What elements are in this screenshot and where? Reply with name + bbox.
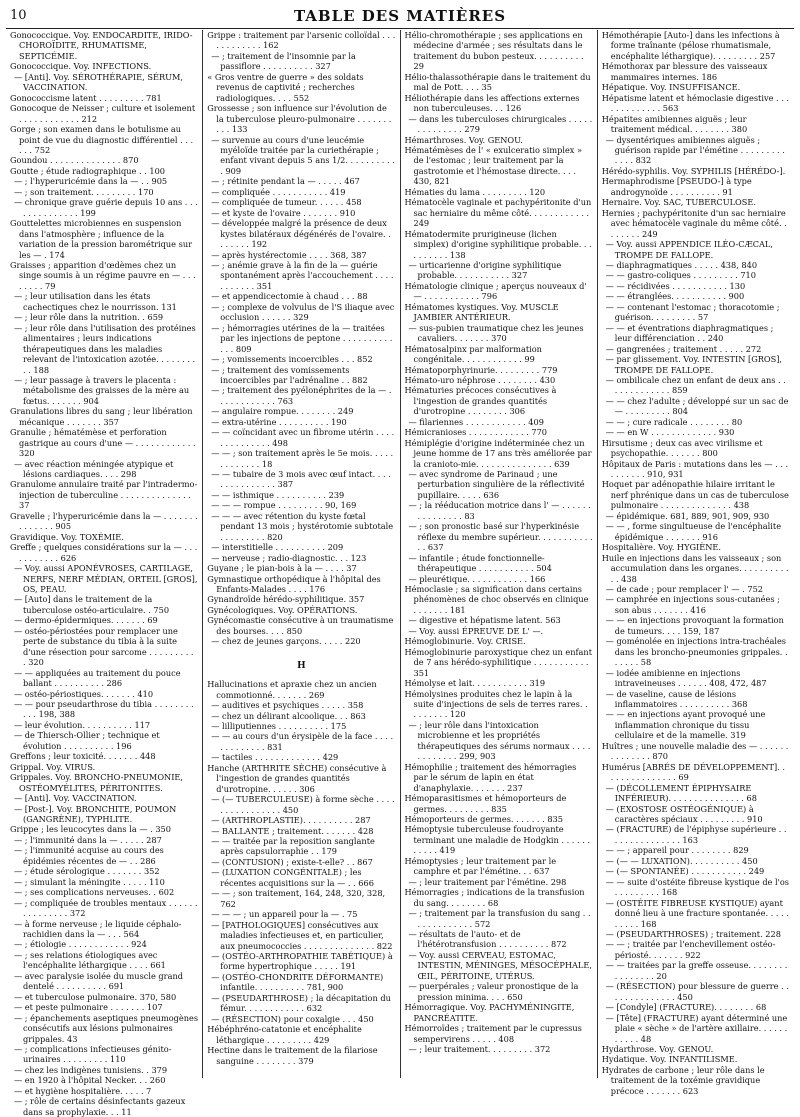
index-entry: — ; son traitement. . . . . . . . . 170 — [14, 186, 154, 197]
index-entry: — (— SPONTANÉE) . . . . . . . . . . . 249 — [605, 866, 765, 877]
index-entry: — ; l'immunité dans la — . . . . . 287 — [14, 834, 162, 845]
index-entry: Hélio-chromothérapie ; ses applications en médecine d'armée ; ses résultats dans le traitement du bubon pesteux. . . . . . . . . . 29 — [404, 30, 584, 72]
index-entry: — — contenant l'estomac ; thoracotomie ; guérison. . . . . . . . . 57 — [605, 301, 780, 323]
index-entry: Gynécomastie consécutive à un traumatisme des bourses. . . . 850 — [207, 615, 394, 636]
index-entry: — Voy. aussi ÉPREUVE DE L' —. — [408, 625, 544, 636]
index-entry: — ; la rééducation motrice dans l' — . . . . . . . . . . . . . . . 83 — [408, 500, 591, 521]
index-entry: Hirsutisme ; deux cas avec virilisme et psychopathie. . . . . . . 800 — [601, 437, 763, 459]
index-entry: — — étranglées. . . . . . . . . . . 900 — [605, 291, 745, 302]
index-entry: — — ; son traitement après le 5e mois. . . . . . . . . . . . . 18 — [211, 448, 394, 469]
index-entry: — iodée amibienne en injections intraveineuses . . . . . . 408, 472, 487 — [605, 667, 767, 689]
index-entry: — ; leur traitement par l'émétine. 298 — [408, 876, 567, 887]
index-entry: — avec paralysie isolée du muscle grand dentelé . . . . . . . . . . 691 — [14, 970, 183, 992]
index-entry: — à forme nerveuse ; le liquide céphalo-rachidien dans la — . . . 564 — [14, 918, 182, 939]
index-entry: — et hygiène hospitalière. . . . . 7 — [14, 1085, 152, 1096]
index-entry: — ; leur utilisation dans les états cachectiques chez le nourrisson. 131 — [14, 291, 177, 312]
page-title: TABLE DES MATIÈRES — [293, 7, 507, 25]
index-entry: — nerveuse ; radio-diagnostic. . . 123 — [211, 552, 367, 563]
index-entry: Guyane ; le pian-bois à la — . . . . 37 — [207, 563, 357, 574]
index-entry: Graisses ; apparition d'œdèmes chez un singe soumis à un régime pauvre en — . . . . . . . . 79 — [10, 259, 196, 291]
index-entry: — — isthmique . . . . . . . . . . 239 — [211, 489, 345, 500]
index-entry: — [Anti]. Voy. SÉROTHÉRAPIE, SÉRUM, VACCINATION. — [14, 71, 183, 93]
index-entry: Grippe : traitement par l'arsenic colloïdal . . . . . . . . . . . . 162 — [207, 30, 396, 51]
index-entry: — sus-pubien traumatique chez les jeunes cavaliers. . . . . . . 370 — [408, 322, 584, 344]
index-entry: — puerpérales ; valeur pronostique de la pression minima. . . . 650 — [408, 981, 579, 1002]
index-entry: Goutte ; étude radiographique . . 100 — [10, 165, 165, 176]
index-entry: — — traitées par la greffe osseuse. . . . . . . . . . . . . . . . 20 — [605, 960, 788, 981]
index-entry: Hectine dans le traitement de la filariose sanguine . . . . . . . . 379 — [207, 1045, 378, 1066]
index-entry: — (OSTÉITE FIBREUSE KYSTIQUE) ayant donné lieu à une fracture spontanée. . . . . . . . . . 168 — [605, 897, 789, 929]
index-entry: — ; traitement des pyélonéphrites de la — . . . . . . . . . . . . 763 — [211, 385, 392, 406]
index-column-4 — [597, 30, 794, 1096]
index-entry: — (OSTÉO-ARTHROPATHIE TABÉTIQUE) à forme hypertrophique . . . . . 191 — [211, 950, 393, 972]
index-entry: — (RÉSECTION) pour coxalgie . . . 450 — [211, 1013, 374, 1024]
index-entry: — lilliputiennes . . . . . . . . . . 175 — [211, 721, 347, 731]
index-entry: Grippal. Voy. VIRUS. — [10, 761, 96, 772]
index-entry: — [PATHOLOGIQUES] consécutives aux maladies infectieuses et, en particulier, aux pneumococcies . . . . . . . . . . . . . . 822 — [211, 919, 393, 951]
index-entry: Hémoglobinurie. Voy. CRISE. — [404, 636, 526, 647]
section-letter: H — [297, 660, 306, 671]
index-entry: Hématodermite prurigineuse (lichen simplex) d'origine syphilitique probable. . . . . . . . . . 138 — [404, 228, 592, 260]
index-entry: — dysentériques amibiennes aiguës ; guérison rapide par l'émétine . . . . . . . . . . . . . 832 — [605, 134, 785, 166]
index-entry: Hoquet par adénopathie hilaire irritant le nerf phrénique dans un cas de tuberculose pulmonaire . . . . . . . . . . . . . . 438 — [601, 479, 789, 511]
index-entry: Gonococcisme latent . . . . . . . . . 781 — [10, 92, 162, 103]
index-entry: — par glissement. Voy. INTESTIN [GROS], TROMPE DE FALLOPE. — [605, 354, 783, 375]
index-entry: — angulaire rompue. . . . . . . . 249 — [211, 406, 354, 417]
index-entry: — Voy. aussi CERVEAU, ESTOMAC, INTESTIN, MÉNINGES, MÉSOCÉPHALE, ŒIL, PÉRITOINE, UTÉRUS. — [408, 949, 592, 981]
page-header — [6, 6, 794, 29]
index-entry: — ; complications infectieuses génito-urinaires . . . . . . . . . 110 — [14, 1043, 172, 1065]
index-entry: Hélio-thalassothérapie dans le traitement du mal de Pott. . . . 35 — [404, 71, 591, 93]
index-entry: — ; traitement des vomissements incoercibles par l'adrénaline . . 882 — [211, 364, 368, 385]
index-entry: — dermo-épidermiques. . . . . . . 69 — [14, 615, 158, 626]
index-entry: Gymnastique orthopédique à l'hôpital des Enfants-Malades . . . . 176 — [207, 573, 381, 595]
index-entry: — — au cours d'un érysipèle de la face . . . . . . . . . . . . . 831 — [211, 731, 394, 752]
index-entry: — ostéo-périostées pour remplacer une perte de substance du tibia à la suite d'une résection pour sarcome . . . . . . . . . . 320 — [14, 625, 194, 668]
index-entry: — (ARTHROPLASTIE). . . . . . . . . . 287 — [211, 815, 371, 826]
index-entry: — gangrenées ; traitement . . . . . 272 — [605, 343, 762, 354]
index-entry: Hallucinations et apraxie chez un ancien commotionné. . . . . . . 269 — [207, 679, 377, 700]
index-entry: — avec réaction méningée atypique et lésions cardiaques. . . . 298 — [14, 458, 174, 480]
index-entry: — — , forme singultueuse de l'encéphalite épidémique . . . . . . . 916 — [605, 521, 782, 542]
index-entry: — ; leur rôle dans l'intoxication microbienne et les propriétés thérapeutiques des sérums normaux . . . . . . . . . . . . 299, 903 — [408, 719, 591, 762]
index-entry: — de vaseline, cause de lésions inflammatoires . . . . . . . . . . 368 — [605, 688, 748, 709]
index-entry: — et peste pulmonaire . . . . . . . 107 — [14, 1002, 163, 1013]
index-entry: — de Thiersch-Ollier ; technique et évolution . . . . . . . . . . 196 — [14, 730, 160, 751]
index-entry: — [Condyle] (FRACTURE). . . . . . . . 68 — [605, 1002, 767, 1013]
page-number: 10 — [10, 8, 27, 23]
index-entry: Hémorroïdes ; traitement par le cupressus sempervirens . . . . . 408 — [404, 1023, 582, 1044]
index-entry: — infantile ; étude fonctionnelle-thérapeutique . . . . . . . . . . . 504 — [408, 552, 552, 574]
index-entry: Hémiplégie d'origine indéterminée chez un jeune homme de 17 ans très améliorée par la cranioto-mie. . . . . . . . . . . . . . . 639 — [404, 437, 592, 469]
index-entry: Hébéphréno-catatonie et encéphalite léthargique . . . . . . . . . 429 — [207, 1024, 362, 1045]
index-entry: — camphrée en injections sous-cutanées ; son abus . . . . . . . 416 — [605, 594, 780, 615]
index-entry: — [Post-]. Voy. BRONCHITE, POUMON (GANGRÈNE), TYPHLITE. — [14, 803, 177, 824]
index-entry: Hémorragies ; indications de la transfusion du sang. . . . . . . . 68 — [404, 887, 585, 908]
index-entry: — développée malgré la présence de deux kystes bilatéraux dégénérés de l'ovaire. . . . . . . . 192 — [211, 218, 391, 250]
index-entry: — ; anémie grave à la fin de la — guérie spontanément après l'accouchement . . . . . . . . . . . 351 — [211, 259, 394, 291]
index-entry: — — chez l'adulte ; développé sur un sac de — . . . . . . . . . 804 — [605, 395, 789, 417]
index-entry: Hospitalière. Voy. HYGIÈNE. — [601, 542, 721, 553]
index-entry: — chronique grave guérie depuis 10 ans . . . . . . . . . . . . . . 199 — [14, 197, 198, 218]
index-entry: — (— — LUXATION). . . . . . . . . . 450 — [605, 855, 758, 866]
index-entry: — tactiles . . . . . . . . . . . . . 429 — [211, 752, 339, 763]
index-entry: — auditives et psychiques . . . . . 358 — [211, 700, 364, 711]
index-entry: Hémoporteurs de germes. . . . . . . 835 — [404, 813, 563, 824]
index-entry: — — et éventrations diaphragmatiques ; leur différenciation . . 240 — [605, 322, 774, 344]
index-entry: — compliquée . . . . . . . . . . . 419 — [211, 186, 346, 197]
index-entry: Hématoporphyrinurie. . . . . . . . . 779 — [404, 364, 558, 375]
index-entry: Hernies ; pachypéritonite d'un sac herniaire avec hématocèle vaginale du même côté. . . . . . . . 249 — [601, 207, 787, 239]
index-entry: Granulie ; hématémèse et perforation gastrique au cours d'une — . . . . . . . . . . . . 320 — [10, 427, 196, 459]
index-entry: Hémorragique. Voy. PACHYMÉNINGITE, PANCRÉATITE. — [404, 1002, 575, 1023]
index-entry: — ; rôle de certains désinfectants gazeux dans sa prophylaxie. . . 11 — [14, 1096, 186, 1117]
index-entry: — ; vomissements incoercibles . . . 852 — [211, 354, 373, 365]
index-entry: — ; ses complications nerveuses. . 602 — [14, 887, 175, 898]
index-entry: Hémato-uro néphrose . . . . . . . . 430 — [404, 374, 556, 385]
index-entry: — survenue au cours d'une leucémie myéloïde traitée par la curiethérapie ; enfant vivant depuis 5 ans 1/2. . . . . . . . . . . 909 — [211, 134, 395, 176]
index-entry: Hématémèses de l' « exulceratio simplex » de l'estomac ; leur traitement par la gastrotomie et l'hémostase directe. . . . 430, 821 — [404, 144, 583, 187]
index-entry: Hémoglobinurie paroxystique chez un enfant de 7 ans hérédo-syphilitique . . . . . . . . . . . 351 — [404, 646, 592, 678]
index-entry: — (OSTÉO-CHONDRITE DÉFORMANTE) infantile. . . . . . . . . . 781, 900 — [211, 971, 384, 993]
index-entry: Huîtres ; une nouvelle maladie des — . . . . . . . . . . . . . . 870 — [601, 740, 789, 762]
index-entry: Hématosalpinx par malformation congénitale. . . . . . . . . . . . 99 — [404, 343, 542, 365]
index-entry: — extra-utérine . . . . . . . . . . 190 — [211, 416, 347, 427]
index-entry: — et tuberculose pulmonaire. 370, 580 — [14, 991, 177, 1002]
index-entry: — — en W . . . . . . . . . . . . . 930 — [605, 427, 735, 438]
index-entry: Gynandroïde hérédo-syphilitique. 357 — [207, 594, 365, 605]
index-entry: Greffons ; leur toxicité. . . . . . . 448 — [10, 751, 156, 762]
index-entry: Gonocoque de Neisser ; culture et isolement . . . . . . . . . . . . 212 — [10, 103, 196, 124]
index-entry: Hématies du lama . . . . . . . . . 120 — [404, 186, 546, 197]
index-entry: — ; leur passage à travers le placenta : métabolisme des graisses de la mère au fœtus. . . . . . . 904 — [14, 374, 190, 406]
index-entry: Granulations libres du sang ; leur libération mécanique . . . . . . . 357 — [10, 406, 193, 427]
index-entry: — ; épanchements aseptiques pneumogènes consécutifs aux lésions pulmonaires grippales. 43 — [14, 1012, 199, 1044]
index-entry: — interstitielle . . . . . . . . . . 209 — [211, 542, 344, 553]
index-entry: Gonococcique. Voy. ENDOCARDITE, IRIDO-CHOROÏDITE, RHUMATISME, SEPTICÉMIE. — [10, 30, 193, 61]
index-entry: — résultats de l'auto- et de l'hétérotransfusion . . . . . . . . . . 872 — [408, 928, 567, 950]
index-entry: — ; rétinite pendant la — . . . . . 467 — [211, 176, 360, 187]
index-entry: — — en injections ayant provoqué une inflammation chronique du tissu cellulaire et de la mamelle. 319 — [605, 709, 766, 741]
index-entry: — goménolée en injections intra-trachéales dans les broncho-pneumonies grippales. . . . . . . 58 — [605, 636, 788, 668]
index-entry: Hématuries précoces consécutives à l'ingestion de grandes quantités d'urotropine . . . . . . . . 306 — [404, 385, 557, 417]
index-entry: — ; compliquée de troubles mentaux . . . . . . . . . . . . . . . 372 — [14, 897, 198, 919]
index-entry: Grippales. Voy. BRONCHO-PNEUMONIE, OSTÉOMYÉLITES, PÉRITONITES. — [10, 772, 184, 793]
index-entry: Hématocèle vaginale et pachypéritonite d'un sac herniaire du même côté. . . . . . . . . . . . 249 — [404, 197, 592, 229]
index-entry: — — pour pseudarthrose du tibia . . . . . . . . . . . 198, 388 — [14, 699, 194, 720]
index-entry: — en 1920 à l'hôpital Necker. . . 260 — [14, 1075, 166, 1086]
index-entry: — (RÉSECTION) pour blessure de guerre . . . . . . . . . . . . . . 450 — [605, 981, 789, 1002]
index-entry: — — coïncidant avec un fibrome utérin . . . . . . . . . . . . . . 498 — [211, 427, 395, 448]
index-entry: — — — avec rétention du kyste fœtal pendant 13 mois ; hystérotomie subtotale . . . . . . . . . 820 — [211, 510, 394, 542]
index-entry: — chez un délirant alcoolique. . . 863 — [211, 710, 366, 721]
index-entry: — chez les indigènes tunisiens. . 379 — [14, 1064, 168, 1075]
index-entry: Hydatique. Voy. INFANTILISME. — [601, 1054, 738, 1065]
index-entry: — — ; son traitement, 164, 248, 320, 328, 762 — [211, 888, 386, 909]
index-entry: Grossesse ; son influence sur l'évolution de la tuberculose pleuro-pulmonaire . . . . . . . . . . 133 — [207, 103, 392, 135]
index-entry: Gorge ; son examen dans le botulisme au point de vue du diagnostic différentiel . . . . . . 752 — [10, 124, 194, 155]
index-entry: — (PSEUDARTHROSES) ; traitement. 228 — [605, 928, 781, 939]
index-entry: — ; ses relations étiologiques avec l'encéphalite léthargique . . . . 661 — [14, 949, 166, 971]
index-entry: Hydrates de carbone ; leur rôle dans le traitement de la toxémie gravidique précoce . . . . . . . 623 — [601, 1064, 765, 1096]
index-entry: — — — ; un appareil pour la — . 75 — [211, 909, 358, 920]
index-entry: Hémolyse et lait. . . . . . . . . . . 319 — [404, 678, 546, 689]
index-entry: Hernaire. Voy. SAC, TUBERCULOSE. — [601, 197, 756, 208]
index-entry: — BALLANTE ; traitement. . . . . . . 428 — [211, 825, 374, 836]
index-entry: — ; leur rôle dans la nutrition. . 659 — [14, 312, 164, 323]
index-entry: — — gastro-coliques . . . . . . . . . 710 — [605, 270, 756, 281]
index-entry: — de cade ; pour remplacer l' — . 752 — [605, 584, 764, 595]
index-entry: — — appliquées au traitement du pouce ballant . . . . . . . . . . 286 — [14, 667, 181, 689]
index-entry: — chez de jeunes garçons. . . . . 220 — [211, 636, 361, 647]
index-entry: — — suite d'ostéite fibreuse kystique de l'os . . . . . . . . . 168 — [605, 876, 790, 898]
index-entry: Hépatisme latent et hémoclasie digestive . . . . . . . . . . . . . 563 — [601, 92, 790, 114]
index-entry: — (EXOSTOSE OSTÉOGÉNIQUE) à caractères spéciaux . . . . . . . . . 910 — [605, 803, 763, 824]
index-entry: Hémoparasitismes et hémoporteurs de germes. . . . . . . . . 835 — [404, 793, 567, 814]
index-entry: — (PSEUDARTHROSE) ; la décapitation du fémur. . . . . . . . . . . . 632 — [211, 992, 391, 1014]
index-entry: — [Tête] (FRACTURE) ayant déterminé une plaie « sèche » de l'artère axillaire. . . . . . . . . . . 48 — [605, 1012, 788, 1044]
index-column-3 — [400, 30, 597, 1078]
index-entry: — Voy. aussi APPENDICE ILÉO-CÆCAL, TROMPE DE FALLOPE. — [605, 239, 773, 260]
index-entry: Hydarthrose. Voy. GENOU. — [601, 1043, 714, 1054]
index-entry: Hémoptysie tuberculeuse foudroyante terminant une maladie de Hodgkin . . . . . . . . . . . 419 — [404, 824, 591, 856]
index-entry: Gonococcique. Voy. INFECTIONS. — [10, 61, 152, 72]
index-entry: — — ; appareil pour . . . . . . . . 829 — [605, 845, 749, 856]
index-entry: Grippe ; les leucocytes dans la — . 350 — [10, 824, 171, 835]
index-entry: — épidémique. 681, 889, 901, 909, 930 — [605, 510, 770, 521]
index-entry: — (DÉCOLLEMENT ÉPIPHYSAIRE INFÉRIEUR). . . . . . . . . . . . . . . 68 — [605, 782, 757, 804]
index-entry: — — — rompue . . . . . . . . . 90, 169 — [211, 500, 357, 511]
index-entry: — ; son pronostic basé sur l'hyperkinésie réflexe du membre supérieur. . . . . . . . . . . . . 637 — [408, 521, 593, 553]
index-entry: — filariennes . . . . . . . . . . . . 409 — [408, 416, 544, 427]
index-entry: Hôpitaux de Paris : mutations dans les — . . . . . . . . . . 910, 931 — [601, 458, 789, 480]
index-columns — [6, 30, 794, 1117]
index-entry: Hermaphrodisme [PSEUDO-] à type androgynoïde . . . . . . . . . . 91 — [601, 176, 752, 197]
index-entry: Hépatites amibiennes aiguës ; leur traitement médical. . . . . . . . 380 — [601, 113, 748, 135]
index-entry: Hémoclasie ; sa signification dans certains phénomènes de choc observés en clinique . . . . . . . 181 — [404, 584, 589, 615]
index-entry: — — tubaire de 3 mois avec œuf intact. . . . . . . . . . . . . . . 387 — [211, 469, 391, 490]
index-entry: Greffe ; quelques considérations sur la — . . . . . . . . . . . 626 — [10, 542, 198, 563]
index-entry: — ombilicale chez un enfant de deux ans . . . . . . . . . . . . . 859 — [605, 374, 786, 396]
index-entry: — (CONTUSION) ; existe-t-elle? . . 867 — [211, 856, 373, 867]
index-entry: — ; hémorragies utérines de la — traitées par les injections de peptone . . . . . . . . . . . . . 809 — [211, 322, 393, 354]
index-entry: — ; complexe de volvulus de l'S iliaque avec occlusion . . . . . . 329 — [211, 301, 395, 323]
index-entry: Hémarthroses. Voy. GENOU. — [404, 134, 523, 145]
index-column-1 — [6, 30, 202, 1117]
index-entry: — ; étude sérologique . . . . . . . 352 — [14, 866, 160, 877]
index-entry: — [Anti]. Voy. VACCINATION. — [14, 793, 137, 804]
index-entry: Hémophilie ; traitement des hémorragies par le sérum de lapin en état d'anaphylaxie. . . . . . . 237 — [404, 761, 577, 793]
index-entry: — — traitée par la reposition sanglante après capsulorraphie . . 179 — [211, 835, 375, 857]
index-entry: — [Auto] dans le traitement de la tuberculose ostéo-articulaire. . 750 — [14, 594, 170, 615]
index-entry: — ; traitement de l'insomnie par la passiflore . . . . . . . . . . 327 — [211, 50, 356, 72]
index-entry: Héliothérapie dans les affections externes non tuberculeuses. . . 126 — [404, 92, 580, 114]
index-entry: — — récidivées . . . . . . . . . . . 130 — [605, 280, 746, 291]
index-entry: Gynécologiques. Voy. OPÉRATIONS. — [207, 604, 358, 615]
index-entry: — avec syndrome de Parinaud ; une perturbation singulière de la réflectivité pupillaire. . . . . 636 — [408, 469, 585, 500]
index-entry: — digestive et hépatisme latent. 563 — [408, 615, 561, 626]
index-entry: — — ; traitée par l'enchevillement ostéo-périosté. . . . . . . 922 — [605, 939, 776, 960]
index-entry: — leur évolution. . . . . . . . . . 117 — [14, 719, 151, 730]
index-entry: — ; l'hyperuricémie dans la — . . 905 — [14, 176, 168, 187]
index-entry: — (— TUBERCULEUSE) à forme sèche . . . . . . . . . . . . . . . . 450 — [211, 794, 395, 815]
index-entry: — et appendicectomie à chaud . . . 88 — [211, 291, 368, 302]
index-entry: — ; étiologie . . . . . . . . . . . . 924 — [14, 939, 147, 950]
index-entry: — ostéo-périostiques. . . . . . . 410 — [14, 688, 154, 699]
index-entry: Hémolysines produites chez le lapin à la suite d'injections de sels de terres rares. . . . . . . . . 120 — [404, 688, 588, 720]
index-entry: — (LUXATION CONGÉNITALE) ; les récentes acquisitions sur la — . . 666 — [211, 867, 374, 888]
index-entry: — diaphragmatiques . . . . . 438, 840 — [605, 259, 758, 270]
index-entry: — — en injections provoquant la formation de tumeurs. . . . 159, 187 — [605, 615, 784, 636]
index-entry: — dans les tuberculoses chirurgicales . . . . . . . . . . . . . . 279 — [408, 113, 593, 135]
index-entry: — et kyste de l'ovaire . . . . . . . 910 — [211, 207, 356, 218]
index-entry: Hémothérapie [Auto-] dans les infections à forme traînante (pélose rhumatismale, encéphalite léthargique). . . . . . . . . 257 — [601, 30, 780, 61]
index-entry: Hémoptysies ; leur traitement par le camphre et par l'émétine. . . 637 — [404, 855, 557, 877]
index-entry: — ; leur rôle dans l'utilisation des protéines alimentaires ; leurs indications thérapeutiques dans les maladies relevant de l'intoxication azotée. . . . . . . . . . 188 — [14, 322, 196, 375]
index-entry: — urticarienne d'origine syphilitique probable. . . . . . . . . . . 327 — [408, 259, 562, 281]
index-entry: Hématomes kystiques. Voy. MUSCLE JAMBIER ANTÉRIEUR. — [404, 301, 559, 323]
index-entry: Humérus [ABRÉS DE DÉVELOPPEMENT]. . . . . . . . . . . . . . . 69 — [601, 761, 785, 783]
index-entry: — compliquée de tumeur. . . . . . 458 — [211, 197, 362, 208]
index-entry: Hématologie clinique ; aperçus nouveaux d' — . . . . . . . . . . . 796 — [404, 280, 587, 302]
index-entry: Hépatique. Voy. INSUFFISANCE. — [601, 82, 741, 93]
index-entry: Hanche (ARTHRITE SÈCHE) consécutive à l'ingestion de grandes quantités d'urotropine. . . . . . 306 — [207, 762, 387, 794]
index-entry: — ; l'immunité acquise au cours des épidémies récentes de — . . 286 — [14, 845, 164, 866]
index-entry: Hémothorax par blessure des vaisseaux mammaires internes. 186 — [601, 61, 768, 82]
index-entry: — ; traitement par la transfusion du sang . . . . . . . . . . . . . 572 — [408, 908, 591, 929]
index-entry: Hémicranioses . . . . . . . . . . . . 770 — [404, 427, 548, 438]
index-entry: Huile en injections dans les vaisseaux ; son accumulation dans les organes. . . . . . . . . . . . 438 — [601, 552, 789, 584]
index-entry: « Gros ventre de guerre » des soldats revenus de captivité ; recherches radiologiques. . . . 552 — [207, 71, 364, 103]
index-entry: — Voy. aussi APONÉVROSES, CARTILAGE, NERFS, NERF MÉDIAN, ORTEIL [GROS], OS, PEAU. — [14, 563, 198, 595]
index-column-2 — [202, 30, 399, 1078]
index-entry: — ; leur traitement. . . . . . . . . 372 — [408, 1043, 551, 1054]
index-entry: Gravelle ; l'hyperuricémie dans la — . . . . . . . . . . . . . . 905 — [10, 510, 198, 532]
index-entry: Granulome annulaire traité par l'intradermo-injection de tuberculine . . . . . . . . . . . . . . 37 — [10, 479, 198, 511]
index-entry: Gouttelettes microbiennes en suspension dans l'atmosphère ; influence de la variation de la pression barométrique sur les — . 174 — [10, 218, 193, 260]
index-entry: — ; simulant la méningite . . . . . 110 — [14, 876, 165, 887]
index-entry: Goundou . . . . . . . . . . . . . . 870 — [10, 155, 139, 166]
index-entry: — après hystérectomie . . . . 368, 387 — [211, 249, 367, 260]
index-entry: — pleurétique. . . . . . . . . . . . 166 — [408, 573, 546, 584]
index-entry: Gravidique. Voy. TOXÉMIE. — [10, 531, 124, 542]
index-entry: Hérédo-syphilis. Voy. SYPHILIS [HÉRÉDO-]. — [601, 165, 786, 176]
index-entry: — — ; cure radicale . . . . . . . . 80 — [605, 416, 743, 427]
index-entry: — (FRACTURE) de l'épiphyse supérieure . . . . . . . . . . . . . . . 163 — [605, 824, 787, 845]
